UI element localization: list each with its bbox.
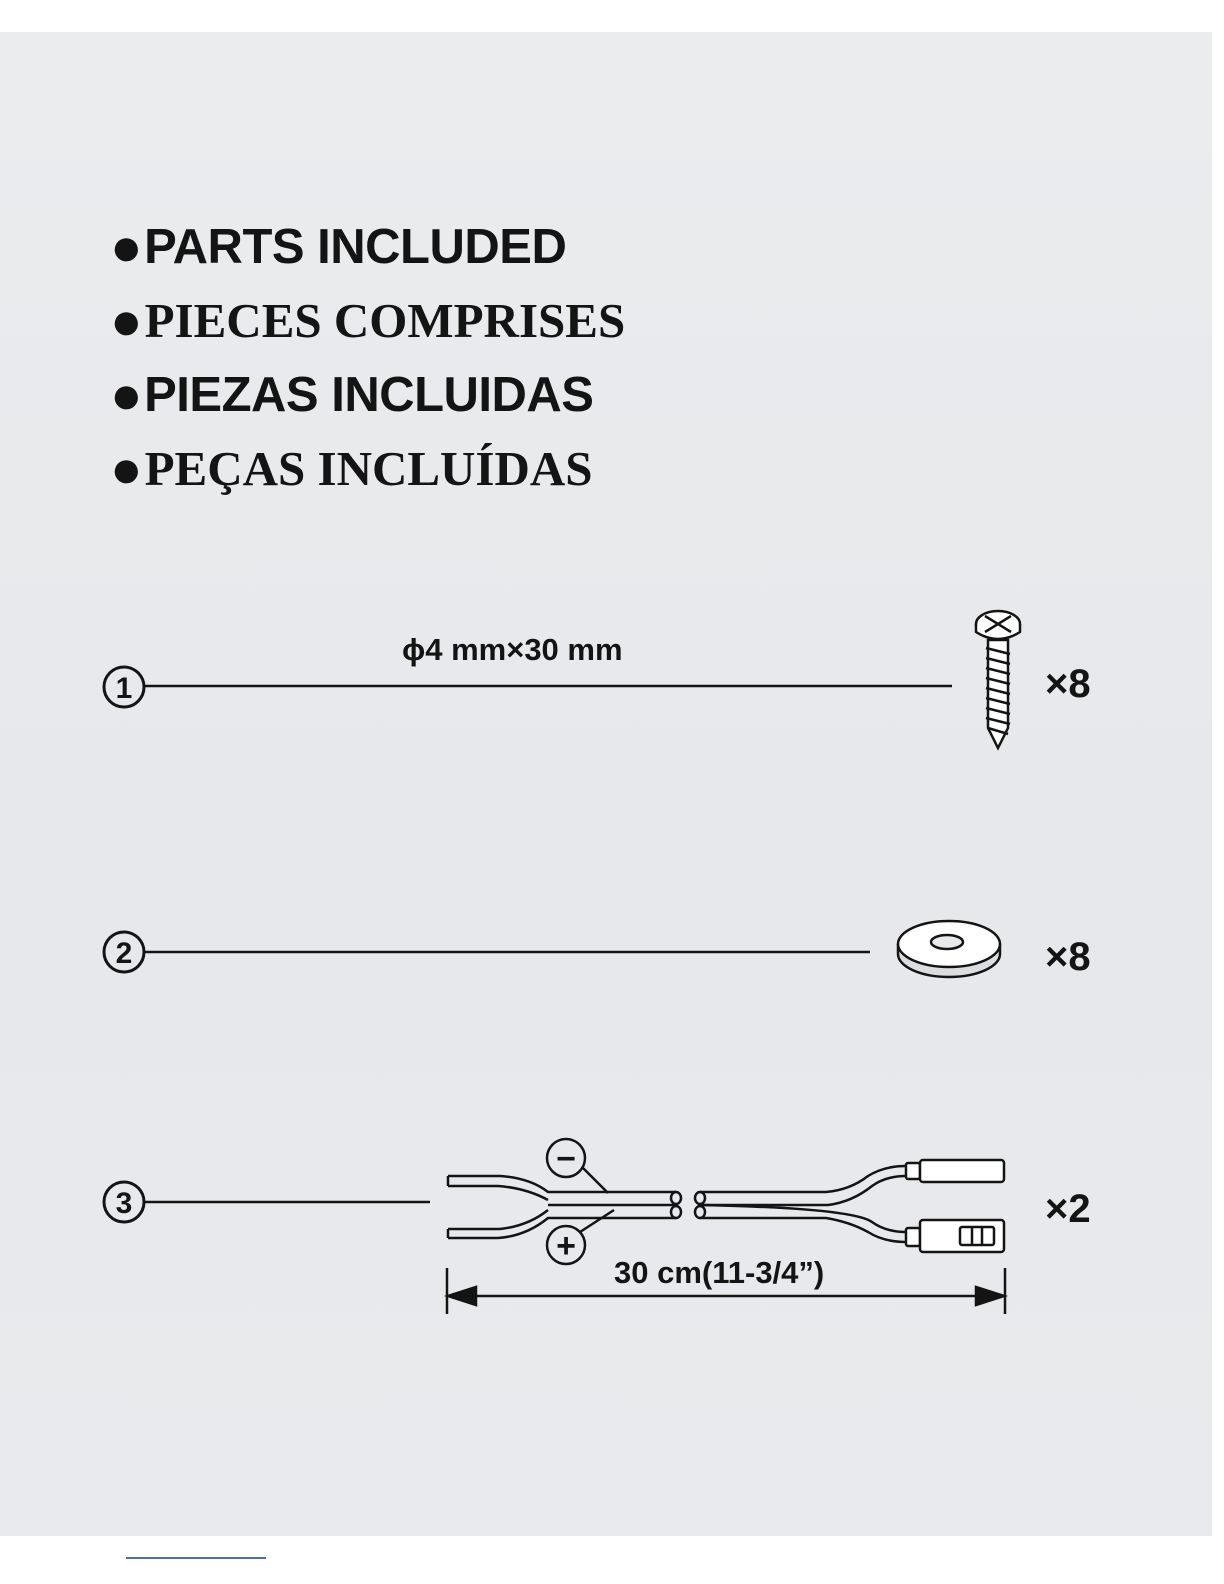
part-row-3 xyxy=(104,1139,1091,1314)
bullet-icon: ● xyxy=(110,439,143,499)
screw-icon xyxy=(976,611,1020,748)
part-number-1 xyxy=(104,667,144,707)
part-spec: ϕ4 mm×30 mm xyxy=(402,632,623,667)
bullet-icon: ● xyxy=(110,291,143,351)
part-quantity: ×8 xyxy=(1045,662,1091,706)
part-number-label: 1 xyxy=(115,672,133,705)
part-quantity: ×8 xyxy=(1045,935,1091,979)
heading-text: PIEZAS INCLUIDAS xyxy=(144,368,594,422)
heading-text: PIECES COMPRISES xyxy=(144,293,626,348)
heading-text: PEÇAS INCLUÍDAS xyxy=(144,441,593,496)
part-quantity: ×2 xyxy=(1045,1187,1091,1231)
cable-icon xyxy=(448,1160,1004,1252)
part-number-3 xyxy=(104,1182,144,1222)
bullet-icon: ● xyxy=(110,217,143,277)
footer-rule xyxy=(126,1557,266,1559)
washer-icon xyxy=(898,921,1000,977)
part-row-1 xyxy=(104,611,1091,748)
part-number-2 xyxy=(104,932,144,972)
heading-text: PARTS INCLUDED xyxy=(144,220,567,274)
part-number-label: 3 xyxy=(115,1187,133,1220)
negative-sign: − xyxy=(556,1140,576,1178)
part-row-2 xyxy=(104,921,1091,979)
bullet-icon: ● xyxy=(110,365,143,425)
positive-sign: + xyxy=(556,1227,576,1265)
cable-length: 30 cm(11-3/4”) xyxy=(614,1255,825,1290)
part-number-label: 2 xyxy=(115,937,133,970)
